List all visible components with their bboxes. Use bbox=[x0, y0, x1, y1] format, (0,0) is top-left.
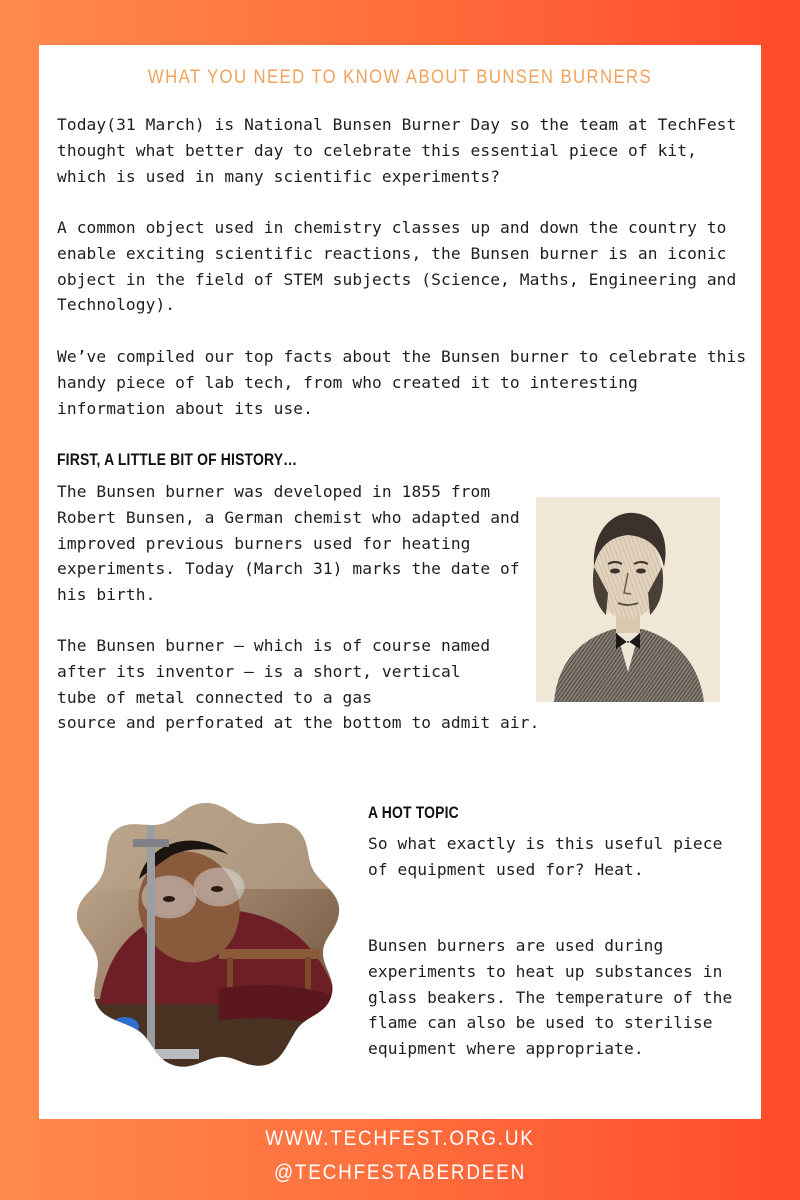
intro-paragraph-2: A common object used in chemistry classes up and down the country to enable exciting scientific reactions, the Bunsen burner is an iconic object in the field of STEM subjects (Science, Maths, Engineering and Technology). bbox=[57, 218, 737, 315]
hot-topic-paragraph-1: So what exactly is this useful piece of equipment used for? Heat. bbox=[368, 834, 723, 879]
hot-topic-heading: A HOT TOPIC bbox=[368, 803, 459, 822]
history-paragraph-1: The Bunsen burner was developed in 1855 from Robert Bunsen, a German chemist who adapted and improved previous burners used for heating experiments. Today (March 31) marks the date of his birth. bbox=[57, 482, 520, 605]
history-heading: FIRST, A LITTLE BIT OF HISTORY… bbox=[57, 450, 298, 469]
history-paragraph-2-continued: source and perforated at the bottom to admit air. bbox=[57, 713, 540, 732]
content-card bbox=[39, 45, 761, 1119]
social-handle[interactable]: @TECHFESTABERDEEN bbox=[273, 1161, 527, 1184]
intro-paragraph-1: Today(31 March) is National Bunsen Burner Day so the team at TechFest thought what better day to celebrate this essential piece of kit, which is used in many scientific experiments? bbox=[57, 115, 737, 186]
intro-paragraph-3: We’ve compiled our top facts about the Bunsen burner to celebrate this handy piece of lab tech, from who created it to interesting information about its use. bbox=[57, 347, 747, 418]
website-link[interactable]: WWW.TECHFEST.ORG.UK bbox=[265, 1127, 535, 1150]
history-paragraph-2: The Bunsen burner – which is of course named after its inventor – is a short, vertical tube of metal connected to a gas bbox=[57, 636, 491, 707]
robert-bunsen-portrait bbox=[536, 497, 720, 702]
hot-topic-paragraph-2: Bunsen burners are used during experiments to heat up substances in glass beakers. The temperature of the flame can also be used to sterilise equipment where appropriate. bbox=[368, 936, 733, 1059]
student-lab-photo bbox=[69, 799, 343, 1073]
page-title: WHAT YOU NEED TO KNOW ABOUT BUNSEN BURNERS bbox=[147, 67, 653, 88]
